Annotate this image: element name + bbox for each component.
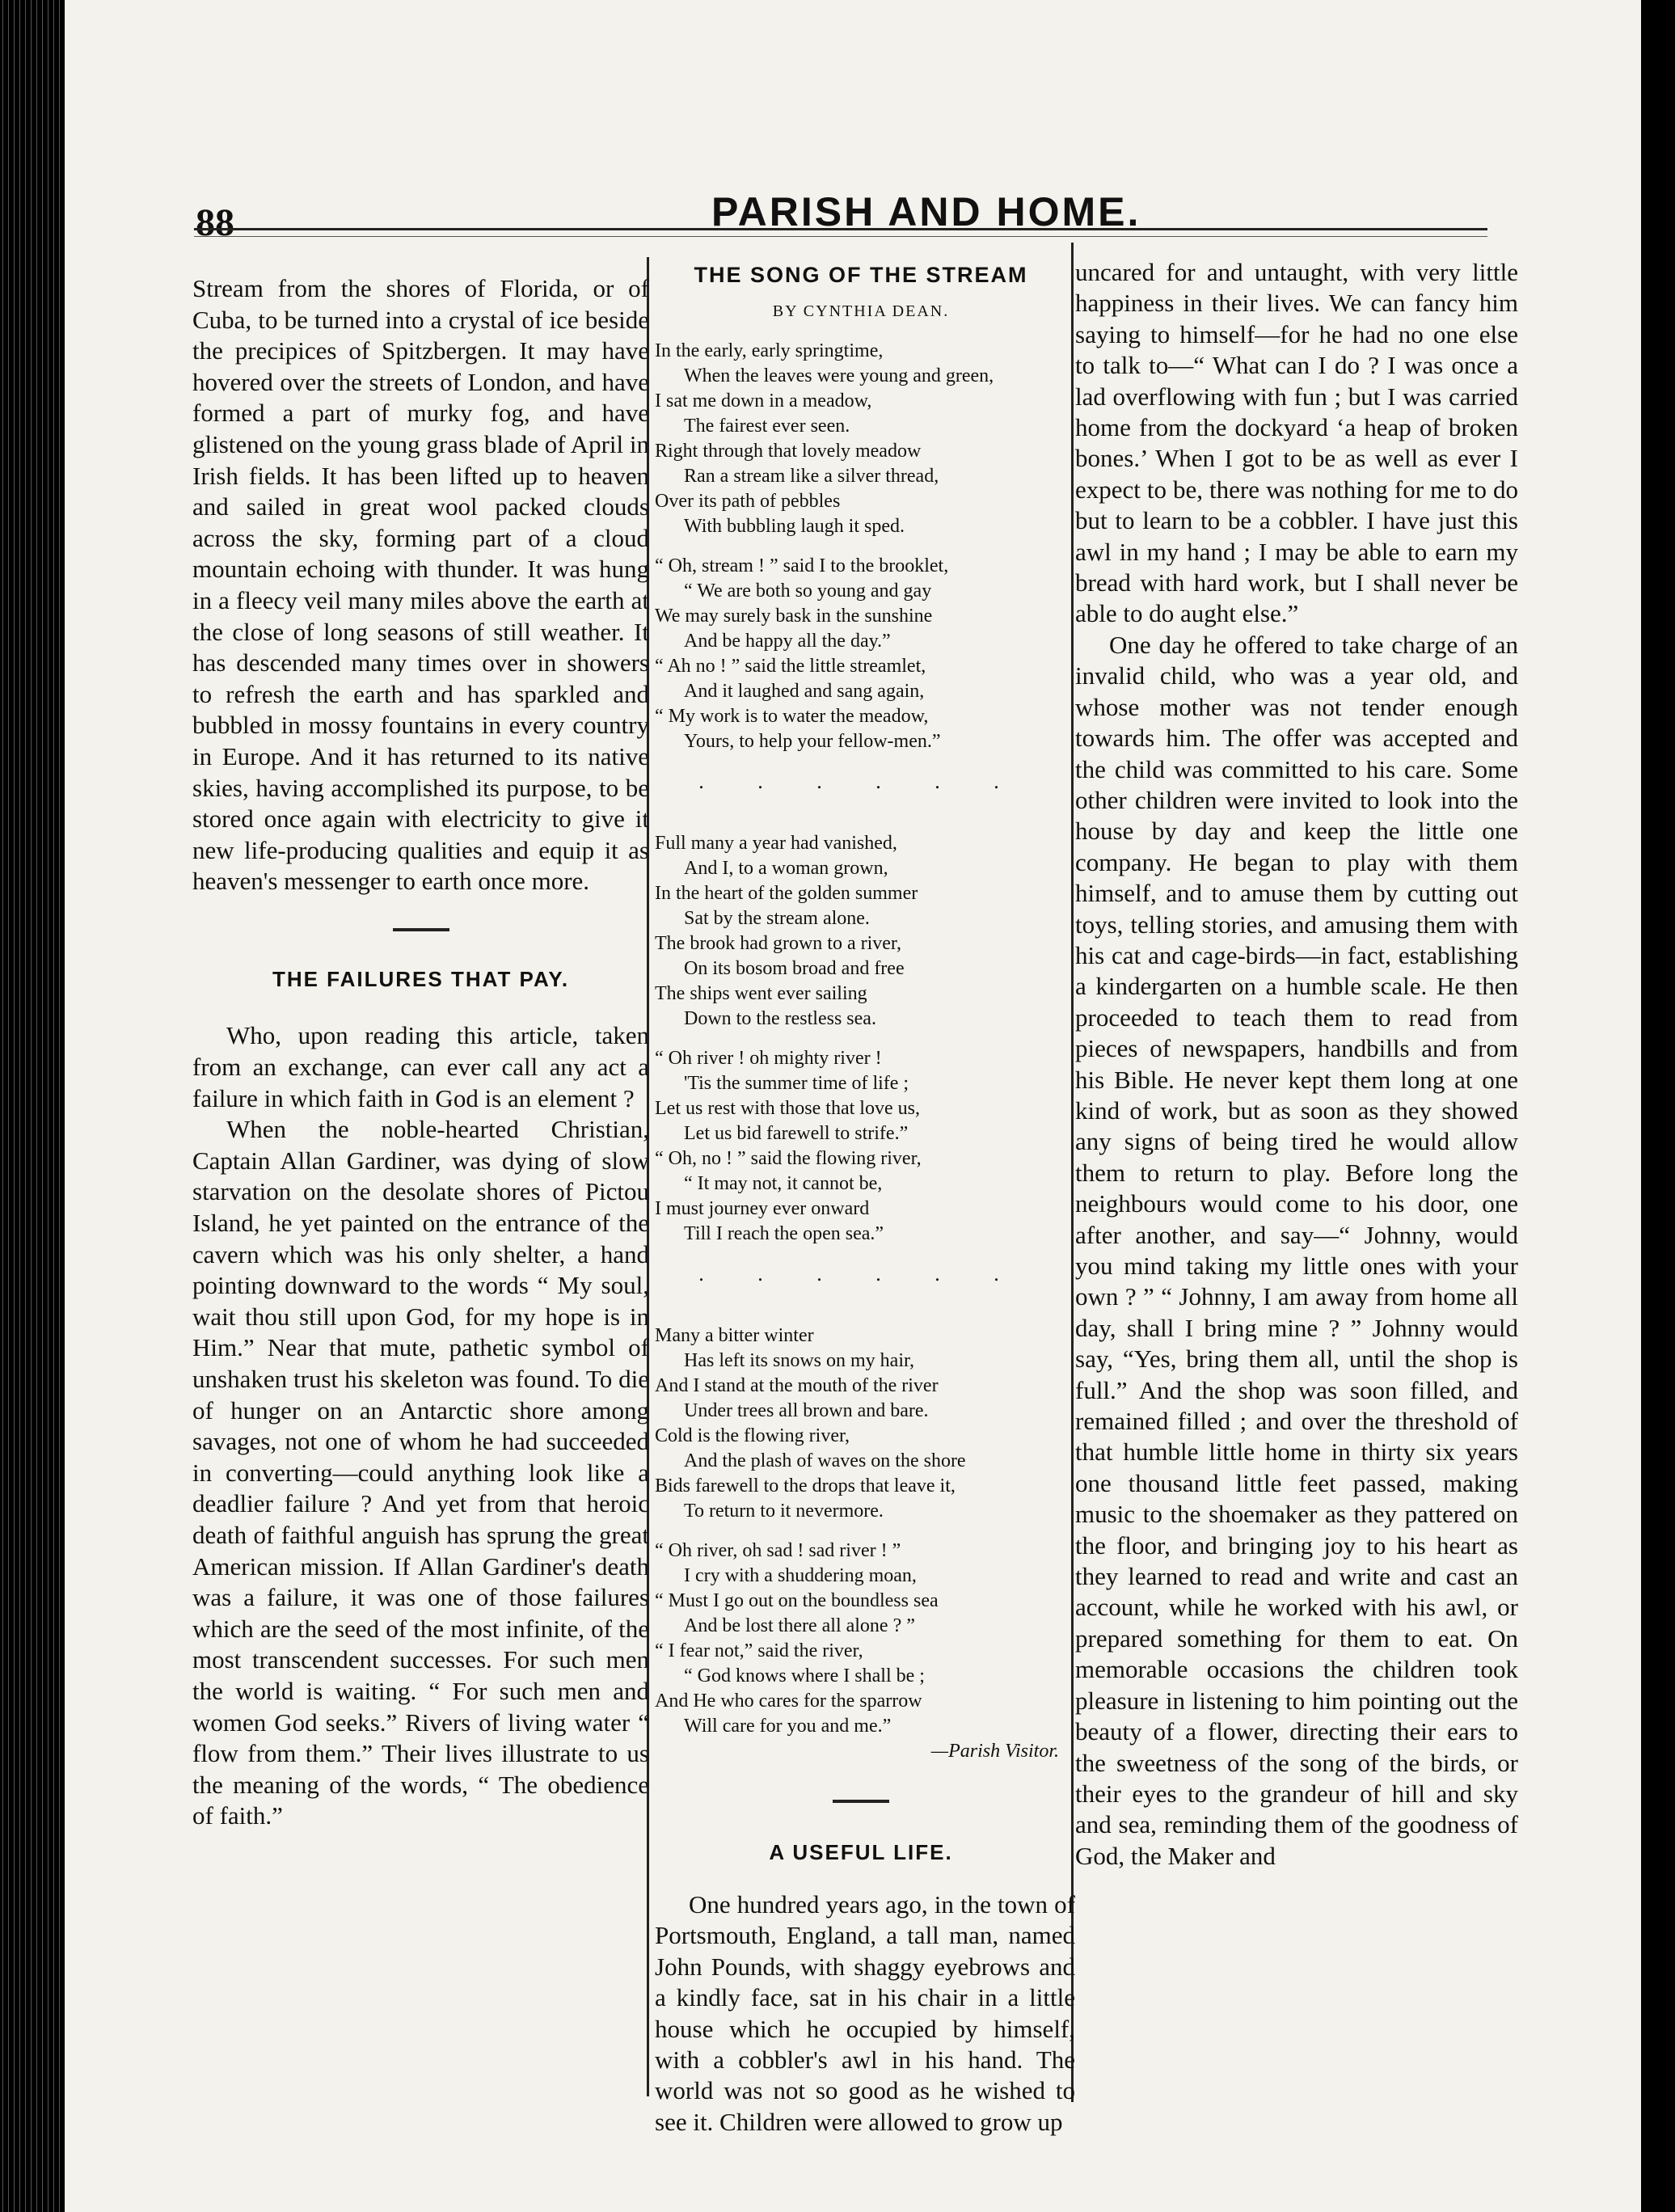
column-rule-right [1071,243,1074,2102]
poem-stanza-6 [655,1539,1067,1739]
poem-line: In the early, early springtime, [655,340,884,361]
poem-line: Full many a year had vanished, [655,833,897,854]
poem-line: “ I fear not,” said the river, [655,1640,863,1661]
stanza-separator-dots: . . . . . . [698,770,1023,793]
failures-paragraph-2: When the noble-hearted Christian, Captain Allan Gardiner, was dying of slow starvation on the desolate shores of Pictou Island, he yet painted on the entrance of the cavern which was his only shelter, a hand pointing downward to the words “ My soul, wait thou still upon God, for my hope is in Him.” Near that mute, pathetic symbol of unshaken trust his skeleton was found. To die of hunger on an Antarctic shore among savages, not one of whom he had succeeded in converting—could anything look like a deadlier failure ? And yet from that heroic death of faithful anguish has sprung the great American mission. If Allan Gardiner's death was a failure, it was one of those failures which are the seed of the most infinite, of the most transcendent successes. For such men the world is waiting. “ For such men and women God seeks.” Rivers of living water “ flow from them.” Their lives illustrate to us the meaning of the words, “ The obedience of faith.” [192,1115,649,1830]
poem-line: Bids farewell to the drops that leave it, [655,1475,956,1496]
poem-line: To return to it nevermore. [684,1501,884,1522]
poem-line: The ships went ever sailing [655,983,867,1004]
poem-line: And I, to a woman grown, [684,858,888,879]
poem-line: Cold is the flowing river, [655,1425,850,1446]
poem-line: Will care for you and me.” [684,1716,892,1737]
stanza-separator-dots: . . . . . . [698,1262,1023,1285]
poem-line: Till I reach the open sea.” [684,1223,884,1244]
poem-line: Many a bitter winter [655,1325,814,1346]
poem-line: In the heart of the golden summer [655,883,918,904]
poem-stanza-1 [655,339,1067,539]
failures-paragraph-1: Who, upon reading this article, taken from an exchange, can ever call any act a failure in which faith in God is an element ? [192,1021,649,1112]
poem-title: THE SONG OF THE STREAM [694,263,1028,287]
poem-line: “ God knows where I shall be ; [684,1665,925,1686]
poem-line: Over its path of pebbles [655,491,841,512]
poem-line: And I stand at the mouth of the river [655,1375,939,1396]
failures-heading: THE FAILURES THAT PAY. [272,966,570,991]
poem-line: And the plash of waves on the shore [684,1450,966,1471]
pounds-paragraph-2: One day he offered to take charge of an invalid child, who was a year old, and whose mother was not tender enough towards him. The offer was accepted and the child was committed to his care. Some other children were invited to look into the house by day and keep the little one company. He began to play with them himself, and to amuse them by cutting out toys, telling stories, and amusing them with his cat and cage-birds—in fact, establishing a kindergarten on a humble scale. He then proceeded to teach them to read from pieces of newspapers, handbills and from his Bible. He never kept them long at one kind of work, but as soon as they showed any signs of being tired he would allow them to return to play. Before long the neighbours would come to his door, one after another, and say—“ Johnny, would you mind taking my little ones with your own ? ” “ Johnny, I am away from home all day, shall I bring mine ? ” Johnny would say, “Yes, bring them all, until the shop is full.” And the shop was soon filled, and remained filled ; and over the threshold of that humble little home in thirty six years one thousand little feet passed, making music to the shoemaker as they pattered on the floor, and bringing joy to his heart as they learned to read and write and cast an account, while he worked with his awl, or prepared something for them to eat. On memorable occasions the children took pleasure in listening to him pointing out the beauty of a flower, directing their ears to the sweetness of the song of the birds, or their eyes to the grandeur of hill and sky and sea, reminding them of the goodness of God, the Maker and [1075,630,1518,1870]
poem-line: When the leaves were young and green, [684,365,994,386]
poem-line: Ran a stream like a silver thread, [684,466,939,487]
poem-line: Yours, to help your fellow-men.” [684,731,941,752]
poem-stanza-4 [655,1046,1067,1247]
poem-line: “ Oh, no ! ” said the flowing river, [655,1148,922,1169]
poem-line: And be happy all the day.” [684,631,891,652]
useful-life-paragraph: One hundred years ago, in the town of Portsmouth, England, a tall man, named John Pounds, with shaggy eyebrows and a kindly face, sat in his chair in a little house which he occupied by himself, with a cobbler's awl in his hand. The world was not so good as he wished to see it. Children were allowed to grow up [655,1890,1075,2136]
poem-line: “ My work is to water the meadow, [655,706,929,727]
poem-stanza-3 [655,831,1067,1032]
running-title: PARISH AND HOME. [711,189,1141,234]
poem-attribution: —Parish Visitor. [930,1741,1059,1762]
poem-stanza-2 [655,554,1067,754]
stream-paragraph: Stream from the shores of Florida, or of Cuba, to be turned into a crystal of ice beside the precipices of Spitzbergen. It may have hovered over the streets of London, and have formed a part of murky fog, and have glistened on the young grass blade of April in Irish fields. It has been lifted up to heaven and sailed in great wool packed clouds across the sky, forming part of a cloud mountain echoing with thunder. It was hung in a fleecy veil many miles above the earth at the close of long seasons of still weather. It has descended many times over in showers to refresh the earth and has sparkled and bubbled in mossy fountains in every country in Europe. And it has returned to its native skies, having accomplished its purpose, to be stored once again with electricity to give it new life-producing qualities and equip it as heaven's messenger to earth once more. [192,274,649,896]
poem-line: I cry with a shuddering moan, [684,1565,917,1586]
page-number: 88 [196,201,234,244]
poem-line: We may surely bask in the sunshine [655,606,933,627]
poem-line: And it laughed and sang again, [684,681,925,702]
header-rule-thin [194,236,1487,237]
poem-line: Right through that lovely meadow [655,441,922,462]
page-edge-shadow [1641,0,1675,2212]
poem-line: On its bosom broad and free [684,958,905,979]
poem-line: And be lost there all alone ? ” [684,1615,915,1636]
column-1 [192,273,649,1832]
poem-line: The fairest ever seen. [684,416,850,437]
poem-line: Let us bid farewell to strife.” [684,1123,909,1144]
poem-line: With bubbling laugh it sped. [684,516,905,537]
column-3 [1075,257,1518,1872]
useful-life-heading: A USEFUL LIFE. [769,1840,953,1864]
poem-line: I sat me down in a meadow, [655,390,872,412]
poem-line: And He who cares for the sparrow [655,1691,922,1712]
pounds-paragraph-1: uncared for and untaught, with very little happiness in their lives. We can fancy him saying to himself—for he had no one else to talk to—“ What can I do ? I was once a lad overflowing with fun ; but I was carried home from the dockyard ‘a heap of broken bones.’ When I got to be as well as ever I expect to be, there was nothing for me to do but to learn to be a cobbler. I have just this awl in my hand ; I may be able to earn my bread with hard work, but I shall never be able to do aught else.” [1075,258,1518,628]
poem-line: Has left its snows on my hair, [684,1350,915,1371]
column-2 [655,263,1075,2138]
poem-line: Let us rest with those that love us, [655,1098,920,1119]
poem-line: The brook had grown to a river, [655,933,901,954]
poem-line: “ Oh river ! oh mighty river ! [655,1048,882,1069]
book-binding-gutter [0,0,65,2212]
poem-line: “ We are both so young and gay [684,580,932,602]
poem-byline: BY CYNTHIA DEAN. [772,302,950,320]
poem-line: “ Oh, stream ! ” said I to the brooklet, [655,555,949,576]
poem-line: I must journey ever onward [655,1198,870,1219]
poem-stanza-5 [655,1323,1067,1524]
poem-line: 'Tis the summer time of life ; [684,1073,909,1094]
poem-line: “ Ah no ! ” said the little streamlet, [655,656,926,677]
poem-line: Down to the restless sea. [684,1008,876,1029]
poem-line: “ Oh river, oh sad ! sad river ! ” [655,1540,901,1561]
poem-line: “ Must I go out on the boundless sea [655,1590,939,1611]
poem-line: “ It may not, it cannot be, [684,1173,883,1194]
poem-line: Under trees all brown and bare. [684,1400,929,1421]
poem-line: Sat by the stream alone. [684,908,870,929]
header-rule [194,228,1487,230]
